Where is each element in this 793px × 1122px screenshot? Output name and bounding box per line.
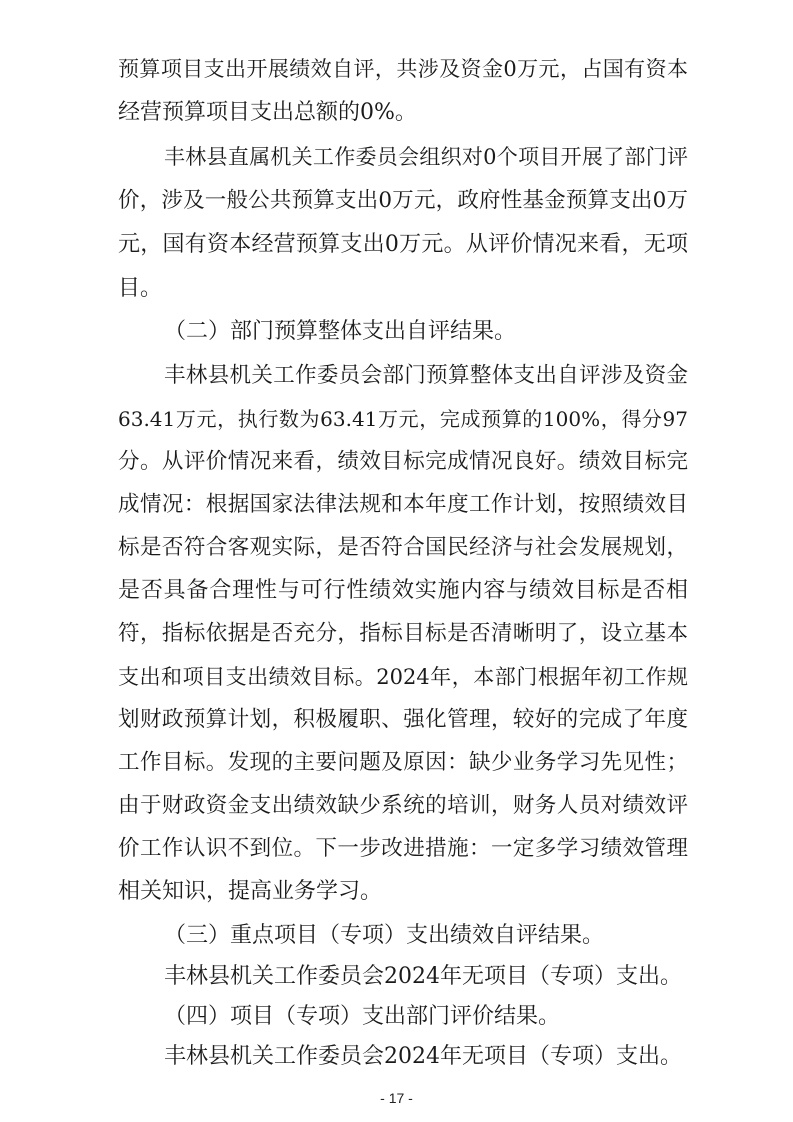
- section-heading: （三）重点项目（专项）支出绩效自评结果。: [164, 923, 605, 948]
- paragraph-line: 价，涉及一般公共预算支出0万元，政府性基金预算支出0万: [118, 188, 688, 213]
- paragraph-line: 元，国有资本经营预算支出0万元。从评价情况来看，无项: [118, 232, 688, 257]
- paragraph-line: 划财政预算计划，积极履职、强化管理，较好的完成了年度: [118, 707, 688, 732]
- paragraph-line: 支出和项目支出绩效目标。2024年，本部门根据年初工作规: [118, 665, 688, 689]
- paragraph-line: 分。从评价情况来看，绩效目标完成情况良好。绩效目标完: [118, 449, 688, 474]
- paragraph-line: 由于财政资金支出绩效缺少系统的培训，财务人员对绩效评: [118, 793, 688, 818]
- section-heading: （四）项目（专项）支出部门评价结果。: [164, 1004, 561, 1029]
- paragraph-line: 目。: [118, 276, 163, 301]
- paragraph-line: 63.41万元，执行数为63.41万元，完成预算的100%，得分97: [118, 407, 688, 431]
- paragraph-line: 丰林县机关工作委员会部门预算整体支出自评涉及资金: [164, 363, 688, 388]
- paragraph-line: 工作目标。发现的主要问题及原因：缺少业务学习先见性；: [118, 750, 688, 775]
- paragraph-line: 相关知识，提高业务学习。: [118, 879, 383, 904]
- page-number: - 17 -: [380, 1090, 413, 1106]
- paragraph-line: 符，指标依据是否充分，指标目标是否清晰明了，设立基本: [118, 621, 688, 646]
- paragraph-line: 价工作认识不到位。下一步改进措施：一定多学习绩效管理: [118, 836, 688, 861]
- paragraph-line: 丰林县机关工作委员会2024年无项目（专项）支出。: [164, 1044, 682, 1069]
- paragraph-line: 成情况：根据国家法律法规和本年度工作计划，按照绩效目: [118, 492, 688, 517]
- paragraph-line: 经营预算项目支出总额的0%。: [118, 100, 417, 125]
- paragraph-line: 是否具备合理性与可行性绩效实施内容与绩效目标是否相: [118, 578, 688, 603]
- paragraph-line: 丰林县机关工作委员会2024年无项目（专项）支出。: [164, 964, 682, 989]
- section-heading: （二）部门预算整体支出自评结果。: [164, 319, 517, 344]
- paragraph-line: 丰林县直属机关工作委员会组织对0个项目开展了部门评: [164, 145, 688, 169]
- paragraph-line: 标是否符合客观实际，是否符合国民经济与社会发展规划，: [118, 535, 688, 560]
- paragraph-line: 预算项目支出开展绩效自评，共涉及资金0万元，占国有资本: [118, 57, 688, 81]
